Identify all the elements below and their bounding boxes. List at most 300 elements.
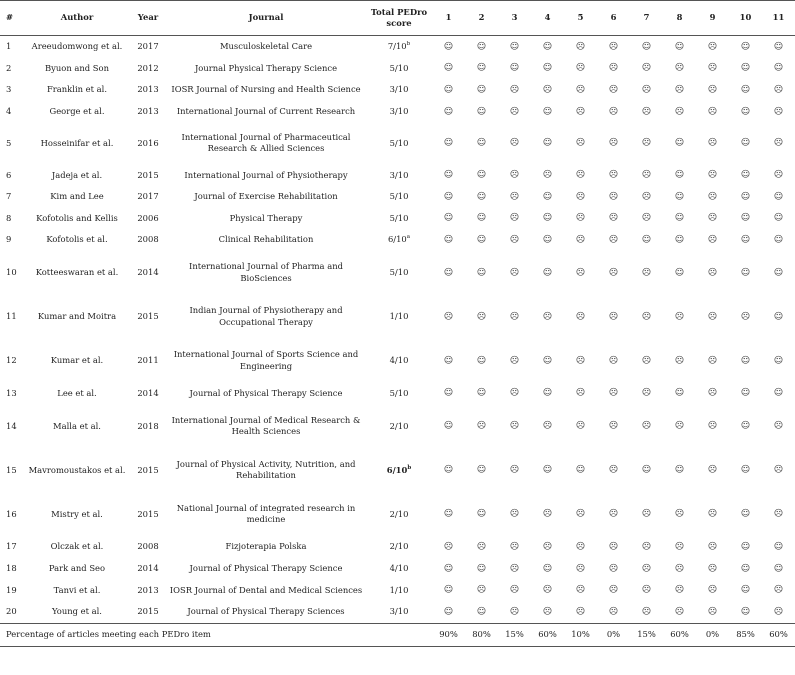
- row-year: 2011: [137, 355, 159, 366]
- row-journal: IOSR Journal of Dental and Medical Sciences: [169, 584, 363, 595]
- criterion-not-met-icon: ☹: [509, 170, 520, 181]
- criterion-not-met-icon: ☹: [608, 606, 619, 617]
- criterion-not-met-icon: ☹: [542, 585, 553, 596]
- criterion-met-icon: ☺: [674, 170, 685, 181]
- criterion-not-met-icon: ☹: [575, 355, 586, 366]
- score-footnote-marker: a: [406, 234, 411, 241]
- criterion-not-met-icon: ☹: [575, 106, 586, 117]
- criterion-not-met-icon: ☹: [641, 542, 652, 553]
- criterion-not-met-icon: ☹: [509, 138, 520, 149]
- criterion-met-icon: ☺: [740, 509, 751, 520]
- criterion-not-met-icon: ☹: [707, 465, 718, 476]
- row-journal: Clinical Rehabilitation: [218, 234, 314, 245]
- criterion-not-met-icon: ☹: [509, 585, 520, 596]
- item-percentage: 60%: [531, 623, 564, 646]
- row-number: 9: [6, 234, 12, 245]
- score-value: 1/10: [389, 311, 409, 322]
- criterion-not-met-icon: ☹: [608, 465, 619, 476]
- row-journal: International Journal of Medical Research & Health Sciences: [171, 415, 361, 437]
- criterion-met-icon: ☺: [740, 170, 751, 181]
- criterion-met-icon: ☺: [740, 421, 751, 432]
- row-total-score: [366, 601, 432, 623]
- criterion-not-met-icon: ☹: [443, 542, 454, 553]
- row-number: 12: [6, 355, 17, 366]
- row-total-score: [366, 295, 432, 339]
- criterion-not-met-icon: ☹: [575, 63, 586, 74]
- criterion-not-met-icon: ☹: [608, 138, 619, 149]
- row-number: 17: [6, 541, 17, 552]
- criterion-met-icon: ☺: [476, 465, 487, 476]
- criterion-met-icon: ☺: [740, 234, 751, 245]
- criterion-not-met-icon: ☹: [509, 388, 520, 399]
- criterion-not-met-icon: ☹: [641, 138, 652, 149]
- row-journal: International Journal of Physiotherapy: [184, 169, 348, 180]
- criterion-met-icon: ☺: [476, 355, 487, 366]
- criterion-met-icon: ☺: [476, 234, 487, 245]
- criterion-not-met-icon: ☹: [641, 509, 652, 520]
- table-row: [0, 339, 795, 383]
- col-header-item-9: 9: [696, 1, 729, 36]
- criterion-not-met-icon: ☹: [575, 311, 586, 322]
- criterion-met-icon: ☺: [542, 63, 553, 74]
- criterion-met-icon: ☺: [476, 563, 487, 574]
- criterion-met-icon: ☺: [575, 465, 586, 476]
- criterion-not-met-icon: ☹: [773, 170, 784, 181]
- row-year: 2013: [137, 105, 159, 116]
- criterion-not-met-icon: ☹: [707, 267, 718, 278]
- criterion-met-icon: ☺: [674, 465, 685, 476]
- table-row: [0, 79, 795, 101]
- table-row: [0, 580, 795, 602]
- criterion-not-met-icon: ☹: [509, 542, 520, 553]
- row-journal: National Journal of integrated research in medicine: [176, 503, 356, 525]
- criterion-not-met-icon: ☹: [674, 606, 685, 617]
- row-journal: Journal of Exercise Rehabilitation: [194, 191, 338, 202]
- score-value: 2/10: [389, 508, 409, 519]
- criterion-not-met-icon: ☹: [542, 509, 553, 520]
- criterion-not-met-icon: ☹: [509, 421, 520, 432]
- criterion-met-icon: ☺: [542, 355, 553, 366]
- score-value: 2/10: [389, 420, 409, 431]
- row-author: George et al.: [49, 105, 105, 116]
- criterion-not-met-icon: ☹: [707, 542, 718, 553]
- criterion-met-icon: ☺: [740, 267, 751, 278]
- criterion-not-met-icon: ☹: [608, 267, 619, 278]
- col-header-score: [366, 1, 432, 36]
- table-row: [0, 536, 795, 558]
- criterion-not-met-icon: ☹: [509, 191, 520, 202]
- criterion-met-icon: ☺: [542, 267, 553, 278]
- criterion-not-met-icon: ☹: [641, 267, 652, 278]
- criterion-met-icon: ☺: [740, 606, 751, 617]
- criterion-met-icon: ☺: [542, 563, 553, 574]
- criterion-not-met-icon: ☹: [509, 213, 520, 224]
- criterion-met-icon: ☺: [740, 542, 751, 553]
- score-value: 4/10: [389, 355, 409, 366]
- criterion-not-met-icon: ☹: [509, 311, 520, 322]
- criterion-not-met-icon: ☹: [575, 234, 586, 245]
- row-number: 16: [6, 508, 17, 519]
- row-number: 2: [6, 62, 12, 73]
- criterion-met-icon: ☺: [740, 191, 751, 202]
- col-header-item-4: 4: [531, 1, 564, 36]
- row-author: Malla et al.: [53, 420, 101, 431]
- criterion-not-met-icon: ☹: [674, 421, 685, 432]
- row-author: Olczak et al.: [50, 541, 104, 552]
- criterion-met-icon: ☺: [773, 542, 784, 553]
- criterion-not-met-icon: ☹: [575, 267, 586, 278]
- row-journal: International Journal of Pharmaceutical Research & Allied Sciences: [181, 132, 351, 154]
- criterion-met-icon: ☺: [641, 234, 652, 245]
- row-journal: Physical Therapy: [229, 212, 303, 223]
- row-journal: International Journal of Sports Science and Engineering: [173, 349, 359, 371]
- criterion-not-met-icon: ☹: [773, 421, 784, 432]
- criterion-not-met-icon: ☹: [674, 63, 685, 74]
- criterion-met-icon: ☺: [476, 106, 487, 117]
- criterion-not-met-icon: ☹: [542, 606, 553, 617]
- criterion-met-icon: ☺: [443, 213, 454, 224]
- criterion-met-icon: ☺: [542, 465, 553, 476]
- criterion-not-met-icon: ☹: [674, 311, 685, 322]
- criterion-not-met-icon: ☹: [608, 585, 619, 596]
- criterion-not-met-icon: ☹: [608, 388, 619, 399]
- row-year: 2015: [137, 311, 159, 322]
- criterion-met-icon: ☺: [773, 234, 784, 245]
- table-row: [0, 36, 795, 58]
- col-header-item-1: 1: [432, 1, 465, 36]
- criterion-met-icon: ☺: [674, 191, 685, 202]
- row-total-score: [366, 383, 432, 405]
- col-header-journal: Journal: [166, 1, 366, 36]
- row-author: Kumar et al.: [50, 355, 104, 366]
- row-year: 2008: [137, 234, 159, 245]
- table-row: [0, 101, 795, 123]
- criterion-not-met-icon: ☹: [740, 311, 751, 322]
- row-year: 2015: [137, 508, 159, 519]
- table-row: [0, 492, 795, 536]
- criterion-not-met-icon: ☹: [641, 355, 652, 366]
- row-year: 2017: [137, 191, 159, 202]
- criterion-not-met-icon: ☹: [575, 191, 586, 202]
- criterion-met-icon: ☺: [773, 63, 784, 74]
- row-journal: IOSR Journal of Nursing and Health Science: [171, 84, 361, 95]
- row-year: 2016: [137, 137, 159, 148]
- row-author: Mistry et al.: [51, 508, 103, 519]
- row-author: Young et al.: [52, 606, 102, 617]
- row-total-score: [366, 36, 432, 58]
- criterion-met-icon: ☺: [476, 191, 487, 202]
- row-author: Park and Seo: [48, 563, 106, 574]
- score-value: 5/10: [389, 387, 409, 398]
- row-number: 8: [6, 212, 12, 223]
- score-value: 2/10: [389, 541, 409, 552]
- criterion-not-met-icon: ☹: [707, 191, 718, 202]
- row-total-score: [366, 208, 432, 230]
- criterion-met-icon: ☺: [740, 138, 751, 149]
- row-author: Kim and Lee: [50, 191, 104, 202]
- row-number: 5: [6, 137, 12, 148]
- col-header-item-6: 6: [597, 1, 630, 36]
- criterion-met-icon: ☺: [542, 138, 553, 149]
- row-journal: International Journal of Pharma and BioSciences: [189, 261, 343, 283]
- criterion-not-met-icon: ☹: [575, 563, 586, 574]
- score-value: 5/10: [389, 212, 409, 223]
- table-header: [0, 1, 795, 36]
- row-number: 20: [6, 606, 17, 617]
- criterion-not-met-icon: ☹: [509, 606, 520, 617]
- criterion-not-met-icon: ☹: [707, 106, 718, 117]
- row-author: Hosseinifar et al.: [40, 137, 114, 148]
- criterion-met-icon: ☺: [542, 41, 553, 52]
- criterion-not-met-icon: ☹: [608, 563, 619, 574]
- criterion-not-met-icon: ☹: [707, 606, 718, 617]
- criterion-met-icon: ☺: [773, 355, 784, 366]
- score-value: 6/10: [386, 464, 408, 475]
- row-total-score: [366, 251, 432, 295]
- criterion-met-icon: ☺: [641, 41, 652, 52]
- row-total-score: [366, 536, 432, 558]
- criterion-not-met-icon: ☹: [773, 509, 784, 520]
- criterion-met-icon: ☺: [443, 191, 454, 202]
- criterion-met-icon: ☺: [674, 213, 685, 224]
- criterion-not-met-icon: ☹: [773, 84, 784, 95]
- percentage-row-label: Percentage of articles meeting each PEDro item: [0, 623, 432, 646]
- criterion-met-icon: ☺: [443, 388, 454, 399]
- criterion-not-met-icon: ☹: [608, 41, 619, 52]
- row-year: 2013: [137, 84, 159, 95]
- criterion-not-met-icon: ☹: [707, 388, 718, 399]
- table-row: [0, 164, 795, 186]
- criterion-not-met-icon: ☹: [575, 542, 586, 553]
- criterion-not-met-icon: ☹: [542, 84, 553, 95]
- criterion-met-icon: ☺: [509, 41, 520, 52]
- table-row: [0, 186, 795, 208]
- score-value: 3/10: [389, 606, 409, 617]
- criterion-not-met-icon: ☹: [575, 213, 586, 224]
- score-value: 7/10: [387, 41, 407, 52]
- criterion-met-icon: ☺: [443, 355, 454, 366]
- table-row: [0, 383, 795, 405]
- criterion-not-met-icon: ☹: [575, 606, 586, 617]
- score-value: 5/10: [389, 267, 409, 278]
- criterion-not-met-icon: ☹: [608, 355, 619, 366]
- score-value: 5/10: [389, 137, 409, 148]
- row-year: 2006: [137, 212, 159, 223]
- criterion-not-met-icon: ☹: [641, 388, 652, 399]
- criterion-met-icon: ☺: [443, 421, 454, 432]
- criterion-not-met-icon: ☹: [476, 542, 487, 553]
- criterion-met-icon: ☺: [740, 355, 751, 366]
- criterion-met-icon: ☺: [740, 63, 751, 74]
- header-row: [0, 1, 795, 36]
- criterion-not-met-icon: ☹: [674, 355, 685, 366]
- criterion-not-met-icon: ☹: [707, 41, 718, 52]
- criterion-not-met-icon: ☹: [773, 585, 784, 596]
- criterion-met-icon: ☺: [674, 234, 685, 245]
- row-author: Jadeja et al.: [51, 169, 103, 180]
- row-total-score: [366, 229, 432, 251]
- score-value: 3/10: [389, 105, 409, 116]
- criterion-not-met-icon: ☹: [707, 234, 718, 245]
- table-row: [0, 448, 795, 492]
- item-percentage: 15%: [630, 623, 663, 646]
- criterion-not-met-icon: ☹: [674, 106, 685, 117]
- criterion-met-icon: ☺: [443, 606, 454, 617]
- item-percentage: 10%: [564, 623, 597, 646]
- col-header-item-7: 7: [630, 1, 663, 36]
- table-row: [0, 229, 795, 251]
- row-year: 2015: [137, 169, 159, 180]
- criterion-met-icon: ☺: [476, 84, 487, 95]
- row-year: 2012: [137, 62, 159, 73]
- criterion-not-met-icon: ☹: [509, 465, 520, 476]
- item-percentage: 85%: [729, 623, 762, 646]
- criterion-met-icon: ☺: [476, 170, 487, 181]
- criterion-met-icon: ☺: [443, 170, 454, 181]
- col-header-number: #: [0, 1, 24, 36]
- row-journal: Journal Physical Therapy Science: [194, 62, 338, 73]
- criterion-not-met-icon: ☹: [509, 84, 520, 95]
- criterion-met-icon: ☺: [773, 311, 784, 322]
- row-number: 10: [6, 267, 17, 278]
- row-number: 19: [6, 584, 17, 595]
- criterion-met-icon: ☺: [542, 234, 553, 245]
- criterion-met-icon: ☺: [773, 191, 784, 202]
- criterion-not-met-icon: ☹: [509, 355, 520, 366]
- criterion-not-met-icon: ☹: [641, 585, 652, 596]
- criterion-met-icon: ☺: [542, 106, 553, 117]
- criterion-met-icon: ☺: [443, 63, 454, 74]
- criterion-not-met-icon: ☹: [641, 563, 652, 574]
- criterion-met-icon: ☺: [443, 585, 454, 596]
- criterion-met-icon: ☺: [443, 465, 454, 476]
- item-percentage: 60%: [663, 623, 696, 646]
- criterion-not-met-icon: ☹: [707, 84, 718, 95]
- table-row: [0, 58, 795, 80]
- row-total-score: [366, 79, 432, 101]
- row-number: 13: [6, 387, 17, 398]
- row-number: 11: [6, 311, 17, 322]
- row-year: 2014: [137, 387, 159, 398]
- criterion-not-met-icon: ☹: [608, 234, 619, 245]
- row-journal: Journal of Physical Therapy Science: [189, 563, 343, 574]
- criterion-met-icon: ☺: [476, 138, 487, 149]
- row-journal: Fizjoterapia Polska: [225, 541, 307, 552]
- criterion-met-icon: ☺: [773, 563, 784, 574]
- criterion-not-met-icon: ☹: [773, 465, 784, 476]
- criterion-not-met-icon: ☹: [773, 106, 784, 117]
- criterion-not-met-icon: ☹: [608, 63, 619, 74]
- criterion-not-met-icon: ☹: [509, 509, 520, 520]
- table-row: [0, 251, 795, 295]
- criterion-not-met-icon: ☹: [608, 191, 619, 202]
- criterion-met-icon: ☺: [509, 63, 520, 74]
- item-percentage: 80%: [465, 623, 498, 646]
- col-header-score-line2: score: [386, 18, 412, 28]
- criterion-not-met-icon: ☹: [476, 311, 487, 322]
- criterion-not-met-icon: ☹: [707, 138, 718, 149]
- criterion-met-icon: ☺: [476, 267, 487, 278]
- row-total-score: [366, 101, 432, 123]
- col-header-item-5: 5: [564, 1, 597, 36]
- criterion-not-met-icon: ☹: [674, 542, 685, 553]
- row-number: 3: [6, 84, 12, 95]
- criterion-not-met-icon: ☹: [608, 170, 619, 181]
- row-year: 2015: [137, 464, 159, 475]
- table-row: [0, 122, 795, 164]
- criterion-met-icon: ☺: [740, 213, 751, 224]
- criterion-met-icon: ☺: [476, 509, 487, 520]
- criterion-not-met-icon: ☹: [674, 84, 685, 95]
- criterion-not-met-icon: ☹: [707, 311, 718, 322]
- percentage-row: [0, 623, 795, 646]
- criterion-met-icon: ☺: [443, 106, 454, 117]
- row-author: Kotteeswaran et al.: [35, 267, 119, 278]
- criterion-not-met-icon: ☹: [542, 542, 553, 553]
- col-header-item-11: 11: [762, 1, 795, 36]
- criterion-met-icon: ☺: [443, 267, 454, 278]
- criterion-not-met-icon: ☹: [773, 606, 784, 617]
- row-journal: Journal of Physical Therapy Science: [189, 387, 343, 398]
- criterion-met-icon: ☺: [740, 465, 751, 476]
- criterion-met-icon: ☺: [740, 585, 751, 596]
- row-author: Areeudomwong et al.: [31, 41, 123, 52]
- score-footnote-marker: b: [407, 464, 412, 471]
- criterion-met-icon: ☺: [542, 213, 553, 224]
- criterion-met-icon: ☺: [476, 63, 487, 74]
- criterion-not-met-icon: ☹: [641, 311, 652, 322]
- criterion-not-met-icon: ☹: [641, 63, 652, 74]
- criterion-met-icon: ☺: [740, 563, 751, 574]
- criterion-met-icon: ☺: [674, 388, 685, 399]
- criterion-not-met-icon: ☹: [674, 563, 685, 574]
- table-row: [0, 404, 795, 448]
- row-journal: Indian Journal of Physiotherapy and Occupational Therapy: [189, 305, 343, 327]
- criterion-met-icon: ☺: [443, 84, 454, 95]
- item-percentage: 60%: [762, 623, 795, 646]
- row-author: Kumar and Moitra: [37, 311, 117, 322]
- table-row: [0, 208, 795, 230]
- criterion-met-icon: ☺: [674, 138, 685, 149]
- criterion-not-met-icon: ☹: [608, 213, 619, 224]
- criterion-not-met-icon: ☹: [641, 106, 652, 117]
- criterion-met-icon: ☺: [740, 106, 751, 117]
- criterion-not-met-icon: ☹: [641, 213, 652, 224]
- criterion-met-icon: ☺: [740, 41, 751, 52]
- row-year: 2008: [137, 541, 159, 552]
- row-number: 14: [6, 420, 17, 431]
- row-year: 2015: [137, 606, 159, 617]
- criterion-not-met-icon: ☹: [476, 421, 487, 432]
- criterion-not-met-icon: ☹: [509, 563, 520, 574]
- row-total-score: [366, 58, 432, 80]
- row-number: 15: [6, 464, 17, 475]
- criterion-met-icon: ☺: [674, 267, 685, 278]
- criterion-met-icon: ☺: [443, 509, 454, 520]
- row-total-score: [366, 580, 432, 602]
- score-value: 6/10: [387, 234, 407, 245]
- row-year: 2013: [137, 584, 159, 595]
- col-header-item-10: 10: [729, 1, 762, 36]
- criterion-met-icon: ☺: [476, 41, 487, 52]
- criterion-not-met-icon: ☹: [608, 106, 619, 117]
- col-header-item-3: 3: [498, 1, 531, 36]
- table-row: [0, 295, 795, 339]
- criterion-not-met-icon: ☹: [608, 311, 619, 322]
- criterion-not-met-icon: ☹: [707, 63, 718, 74]
- row-total-score: [366, 558, 432, 580]
- item-percentage: 0%: [597, 623, 630, 646]
